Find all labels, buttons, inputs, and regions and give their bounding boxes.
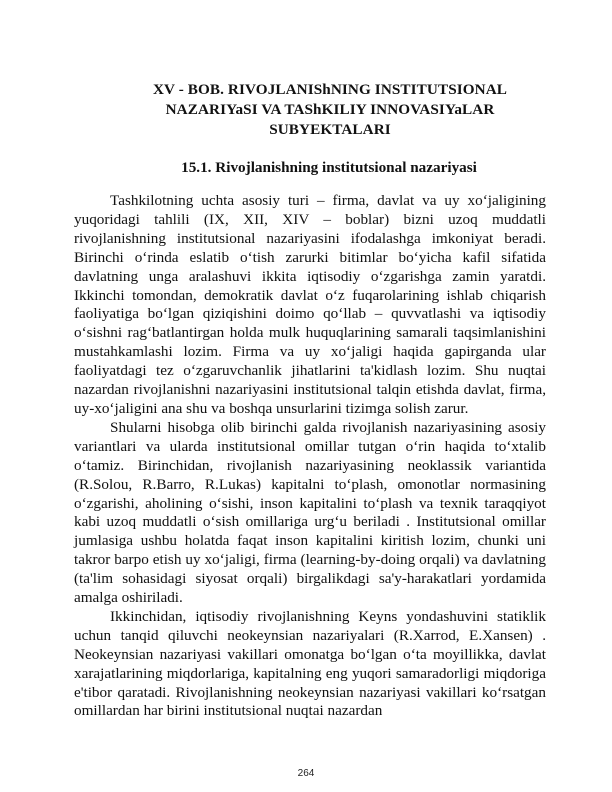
section-title: 15.1. Rivojlanishning institutsional nazariyasi bbox=[181, 159, 477, 176]
paragraph-2: Shularni hisobga olib birinchi galda rivojlanish nazariyasining asosiy variantlari va ularda institutsional omillar tutgan o‘rin haqida to‘xtalib o‘tamiz. Birinchidan, rivojlanish nazariyasining neoklassik variantida (R.Solou, R.Barro, R.Lukas) kapitalni to‘plash, omonotlar normasining o‘zgarishi, aholining o‘sishi, inson kapitalini to‘plash va texnik taraqqiyot kabi uzoq muddatli o‘sish omillariga urg‘u beriladi . Institutsional omillar jumlasiga ushbu holatda faqat inson kapitalini kiritish lozim, chunki uni takror barpo etish uy xo‘jaligi, firma (learning-by-doing orqali) va davlatning (ta'lim sohasidagi siyosat orqali) birgalikdagi sa'y-harakatlari yordamida amalga oshiriladi. bbox=[74, 418, 546, 607]
chapter-title-line-3: SUBYEKTALARI bbox=[269, 121, 391, 138]
document-page bbox=[74, 80, 546, 721]
paragraph-1: Tashkilotning uchta asosiy turi – firma, davlat va uy xo‘jaligining yuqoridagi tahlili (IX, XII, XIV – boblar) bizni uzoq muddatli rivojlanishning institutsional nazariyasini ifodalashga imkoniyat beradi. Birinchi o‘rinda eslatib o‘tish zarurki bitimlar bo‘yicha kafil sifatida davlatning unga aralashuvi ikkita iqtisodiy o‘zgarishga zamin yaratdi. Ikkinchi tomondan, demokratik davlat o‘z fuqarolarining ishlab chiqarish faoliyatiga bo‘lgan qiziqishini doimo qo‘llab – quvvatlashi va iqtisodiy o‘sishni rag‘batlantirgan holda mulk huquqlarining samarali taqsimlanishini mustahkamlashi lozim. Firma va uy xo‘jaligi haqida gapirganda ular faoliyatdagi tez o‘zgaruvchanlik jihatlarini ta'kidlash lozim. Shu nuqtai nazardan rivojlanishni nazariyasini institutsional talqin etishda davlat, firma, uy-xo‘jaligini ana shu va boshqa unsurlarini tizimga solish zarur. bbox=[74, 192, 546, 417]
chapter-title-line-1: XV - BOB. RIVOJLANIShNING INSTITUTSIONAL bbox=[152, 81, 508, 98]
chapter-title-line-2: NAZARIYaSI VA TAShKILIY INNOVASIYaLAR bbox=[165, 101, 495, 118]
chapter-title bbox=[74, 80, 546, 140]
page-number: 264 bbox=[297, 768, 315, 779]
paragraph-3: Ikkinchidan, iqtisodiy rivojlanishning Keyns yondashuvini statiklik uchun tanqid qiluvchi neokeynsian nazariyalari (R.Xarrod, E.Xansen) . Neokeynsian nazariyasi vakillari omonatga bo‘lgan o‘ta moyillikka, davlat xarajatlarining miqdorlariga, kapitalning eng yuqori samaradorligi miqdoriga e'tibor qaratadi. Rivojlanishning neokeynsian nazariyasi vakillari ko‘rsatgan omillardan har birini institutsional nuqtai nazardan bbox=[74, 607, 546, 720]
